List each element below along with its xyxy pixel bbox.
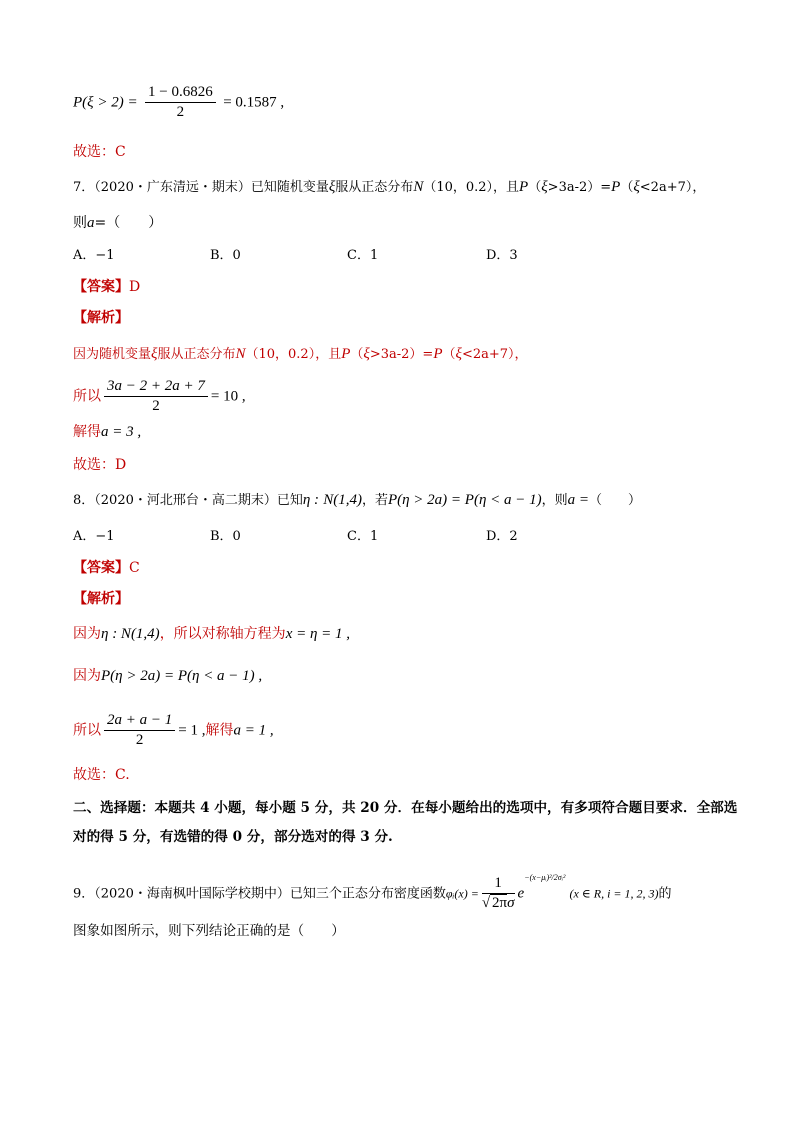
q9-frac-den-sqrt: 2π [492, 895, 508, 912]
q7-analysis-label: 【解析】 [73, 310, 129, 326]
formula-fraction [145, 84, 216, 121]
q7-cond1-xi: ξ [541, 179, 548, 195]
q8-stem [73, 490, 641, 511]
formula-rhs: = 0.1587 , [223, 94, 285, 111]
q7-an2-rhs: = 10 , [210, 388, 246, 405]
q8-an3-fraction [104, 712, 175, 749]
q7-stem-mid: 服从正态分布 [335, 180, 414, 195]
q8-an1-prefix: 因为 [73, 626, 101, 642]
formula-denominator: 2 [176, 104, 185, 120]
q8-an2-prefix: 因为 [73, 668, 101, 684]
q8-N: N(1,4) [323, 492, 362, 508]
q7-analysis-line1 [73, 344, 528, 365]
q7-an1-c: （10，0.2），且 [245, 347, 342, 362]
q7-an2-den: 2 [152, 398, 160, 414]
q9-stem-line1 [73, 870, 672, 910]
q7-answer-label: 【答案】 [73, 279, 129, 295]
q7-an1-f: （ [442, 347, 456, 362]
q8-a: a = [567, 492, 590, 508]
q7-an1-xi2: ξ [363, 346, 370, 362]
q8-analysis-label: 【解析】 [73, 591, 129, 607]
q9-stem-end: 的 [658, 886, 672, 902]
q7-cond1-open: （ [528, 180, 542, 195]
formula-lhs: P(ξ > 2) = [73, 94, 138, 111]
q8-an3-mid: 解得 [205, 722, 234, 739]
q7-then: 则 [73, 215, 87, 231]
q9-exp-base: e [517, 885, 525, 902]
q7-stem-prefix: 7．（2020・广东清远・期末）已知随机变量 [73, 180, 329, 195]
q8-then: ，则 [541, 493, 568, 508]
q7-option-b: B．0 [210, 248, 241, 263]
q7-an1-xi: ξ [151, 346, 158, 362]
q7-option-a: A．−1 [73, 248, 115, 263]
q7-stem-line1 [73, 177, 705, 198]
q8-P: P(η > 2a) = P(η < a − 1) [387, 492, 542, 508]
q7-an1-N: N [235, 346, 246, 362]
q8-analysis-line3 [73, 712, 274, 749]
q8-blank: （ ） [589, 493, 642, 508]
q7-cond2-open: （ [620, 180, 634, 195]
q9-frac-den-sigma: σ [507, 895, 515, 912]
q8-answer [73, 558, 140, 578]
q7-params: （10，0.2），且 [423, 180, 520, 195]
q7-cond2-xi: ξ [633, 179, 640, 195]
q7-stem-line2 [73, 213, 162, 233]
q8-option-a: A．−1 [73, 529, 115, 544]
q8-eta: η : [302, 492, 320, 508]
q8-option-d: D．2 [486, 529, 518, 544]
section2-line2: 对的得 5 分，有选错的得 0 分，部分选对的得 3 分. [73, 829, 393, 845]
q8-an3-math: a = 1 , [233, 722, 274, 739]
q8-answer-value: C [129, 560, 140, 576]
q7-an3-math: a = 3 , [101, 424, 142, 440]
q9-frac-num: 1 [482, 875, 515, 894]
q8-an3-num: 2a + a − 1 [104, 712, 175, 731]
q8-analysis-line1 [73, 624, 350, 644]
q8-answer-label: 【答案】 [73, 560, 129, 576]
q7-an1-P1: P [341, 346, 351, 362]
q7-xi: ξ [328, 179, 336, 195]
q9-fraction [482, 875, 515, 912]
q9-func-lhs: φᵢ(x) = [445, 886, 479, 901]
q7-an1-b: 服从正态分布 [157, 347, 236, 362]
formula-line-top [73, 84, 284, 121]
formula-numerator: 1 − 0.6826 [145, 84, 216, 103]
q7-an1-g: <2a+7）， [461, 347, 528, 362]
q7-an2-prefix: 所以 [73, 388, 101, 405]
q7-P2: P [611, 179, 621, 195]
q8-an1-math2: x = η = 1 , [285, 626, 351, 642]
q7-var-a: a [87, 215, 95, 231]
q7-answer [73, 277, 140, 297]
q9-frac-den: √ 2πσ [481, 895, 515, 912]
q7-blank: =（ ） [94, 215, 163, 231]
q7-analysis-line2 [73, 378, 246, 415]
section2-line1: 二、选择题：本题共 4 小题，每小题 5 分，共 20 分．在每小题给出的选项中，有多项符合题目要求．全部选 [73, 800, 738, 816]
q7-option-c: C．1 [347, 248, 379, 263]
q7-an1-xi3: ξ [455, 346, 462, 362]
q7-an1-d: （ [350, 347, 364, 362]
q7-analysis-line3 [73, 422, 141, 442]
q9-domain: (x ∈ R, i = 1, 2, 3) [569, 886, 659, 901]
q7-P1: P [519, 179, 529, 195]
q9-exponent: −(x−μᵢ)²/2σᵢ² [524, 873, 566, 882]
q8-answer-select: 故选：C. [73, 767, 130, 783]
q8-an3-rhs: = 1 , [178, 722, 206, 739]
q7-an1-P2: P [433, 346, 443, 362]
q8-mid: ，若 [361, 493, 388, 508]
q7-an3-prefix: 解得 [73, 424, 101, 440]
q8-option-b: B．0 [210, 529, 241, 544]
q7-an1-e: >3a-2）= [369, 347, 434, 362]
q7-an2-fraction [104, 378, 208, 415]
q8-an1-mid: ，所以对称轴方程为 [159, 626, 286, 642]
q7-answer-value: D [129, 279, 141, 295]
q8-option-c: C．1 [347, 529, 379, 544]
q8-stem-prefix: 8．（2020・河北邢台・高二期末）已知 [73, 493, 303, 508]
q7-cond1-rest: >3a-2）= [547, 180, 612, 195]
q6-answer-select: 故选：C [73, 144, 126, 160]
q7-an2-num: 3a − 2 + 2a + 7 [104, 378, 208, 397]
q8-an1-math: η : N(1,4) [101, 626, 160, 642]
q9-stem-line2: 图象如图所示，则下列结论正确的是（ ） [73, 923, 345, 939]
q7-an1-a: 因为随机变量 [73, 347, 152, 362]
q7-answer-select: 故选：D [73, 457, 127, 473]
q7-cond2-rest: <2a+7）， [639, 180, 706, 195]
q8-an3-prefix: 所以 [73, 722, 101, 739]
q8-an3-den: 2 [135, 732, 144, 748]
q7-option-d: D．3 [486, 248, 518, 263]
q9-stem-prefix: 9．（2020・海南枫叶国际学校期中）已知三个正态分布密度函数 [73, 886, 446, 902]
q7-N: N [413, 179, 424, 195]
q8-analysis-line2 [73, 666, 262, 686]
q8-an2-math: P(η > 2a) = P(η < a − 1) , [101, 668, 263, 684]
